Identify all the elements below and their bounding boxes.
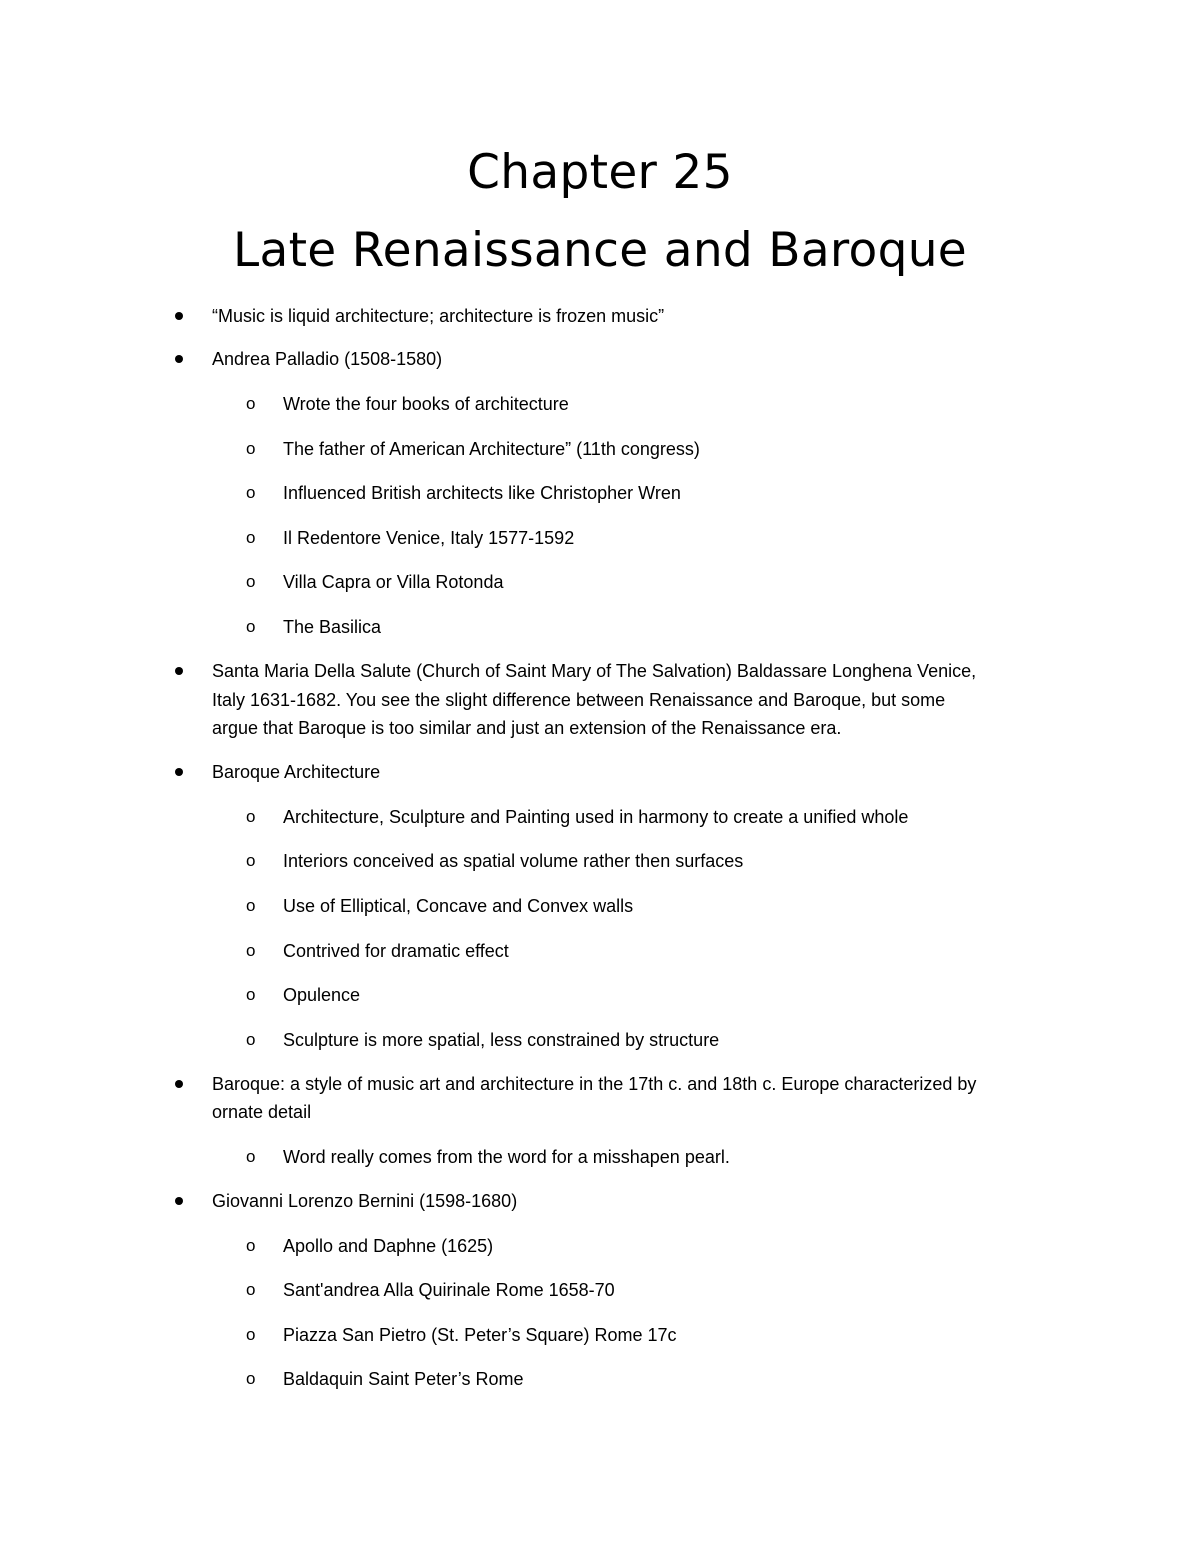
chapter-title: Late Renaissance and Baroque [232, 223, 968, 278]
sub-item-text: Influenced British architects like Christopher Wren [283, 483, 681, 503]
sub-item-text: Use of Elliptical, Concave and Convex walls [283, 896, 634, 916]
bullet-text-line: Baroque: a style of music art and architecture in the 17th c. and 18th c. Europe characterized by [212, 1074, 977, 1094]
bullet-text: Andrea Palladio (1508-1580) [212, 349, 443, 369]
sub-marker: o [246, 1325, 256, 1344]
sub-item-text: Word really comes from the word for a misshapen pearl. [283, 1147, 730, 1167]
bullet-marker [175, 768, 183, 776]
sub-marker: o [246, 1369, 256, 1388]
sub-marker: o [246, 1280, 256, 1299]
sub-marker: o [246, 617, 256, 636]
bullet-text-line: Italy 1631-1682. You see the slight difference between Renaissance and Baroque, but some [212, 690, 946, 710]
sub-item-text: Opulence [283, 985, 361, 1005]
sub-marker: o [246, 394, 256, 413]
sub-item-text: Wrote the four books of architecture [283, 394, 569, 414]
bullet-text: Baroque Architecture [212, 762, 381, 782]
sub-item-text: The Basilica [283, 617, 382, 637]
bullet-marker [175, 355, 183, 363]
sub-marker: o [246, 528, 256, 547]
sub-item-text: Sculpture is more spatial, less constrained by structure [283, 1030, 720, 1050]
sub-item-text: Architecture, Sculpture and Painting used in harmony to create a unified whole [283, 807, 909, 827]
bullet-text-line: Santa Maria Della Salute (Church of Saint Mary of The Salvation) Baldassare Longhena Venice, [212, 661, 977, 681]
sub-marker: o [246, 1030, 256, 1049]
bullet-marker [175, 1197, 183, 1205]
sub-item-text: Il Redentore Venice, Italy 1577-1592 [283, 528, 575, 548]
bullet-marker [175, 1080, 183, 1088]
sub-marker: o [246, 941, 256, 960]
sub-marker: o [246, 439, 256, 458]
sub-marker: o [246, 1147, 256, 1166]
bullet-text: Giovanni Lorenzo Bernini (1598-1680) [212, 1191, 518, 1211]
bullet-text-line: argue that Baroque is too similar and just an extension of the Renaissance era. [212, 718, 842, 738]
sub-marker: o [246, 483, 256, 502]
bullet-marker [175, 312, 183, 320]
sub-item-text: Interiors conceived as spatial volume rather then surfaces [283, 851, 744, 871]
sub-item-text: Villa Capra or Villa Rotonda [283, 572, 504, 592]
sub-marker: o [246, 851, 256, 870]
bullet-text: “Music is liquid architecture; architecture is frozen music” [212, 306, 665, 326]
sub-item-text: Sant'andrea Alla Quirinale Rome 1658-70 [283, 1280, 615, 1300]
sub-marker: o [246, 1236, 256, 1255]
sub-item-text: The father of American Architecture” (11th congress) [283, 439, 700, 459]
sub-marker: o [246, 896, 256, 915]
sub-marker: o [246, 807, 256, 826]
chapter-heading: Chapter 25 [467, 145, 733, 200]
sub-item-text: Apollo and Daphne (1625) [283, 1236, 494, 1256]
sub-item-text: Baldaquin Saint Peter’s Rome [283, 1369, 524, 1389]
sub-item-text: Contrived for dramatic effect [283, 941, 509, 961]
bullet-text-line: ornate detail [212, 1102, 312, 1122]
sub-marker: o [246, 985, 256, 1004]
bullet-marker [175, 667, 183, 675]
sub-item-text: Piazza San Pietro (St. Peter’s Square) Rome 17c [283, 1325, 677, 1345]
sub-marker: o [246, 572, 256, 591]
